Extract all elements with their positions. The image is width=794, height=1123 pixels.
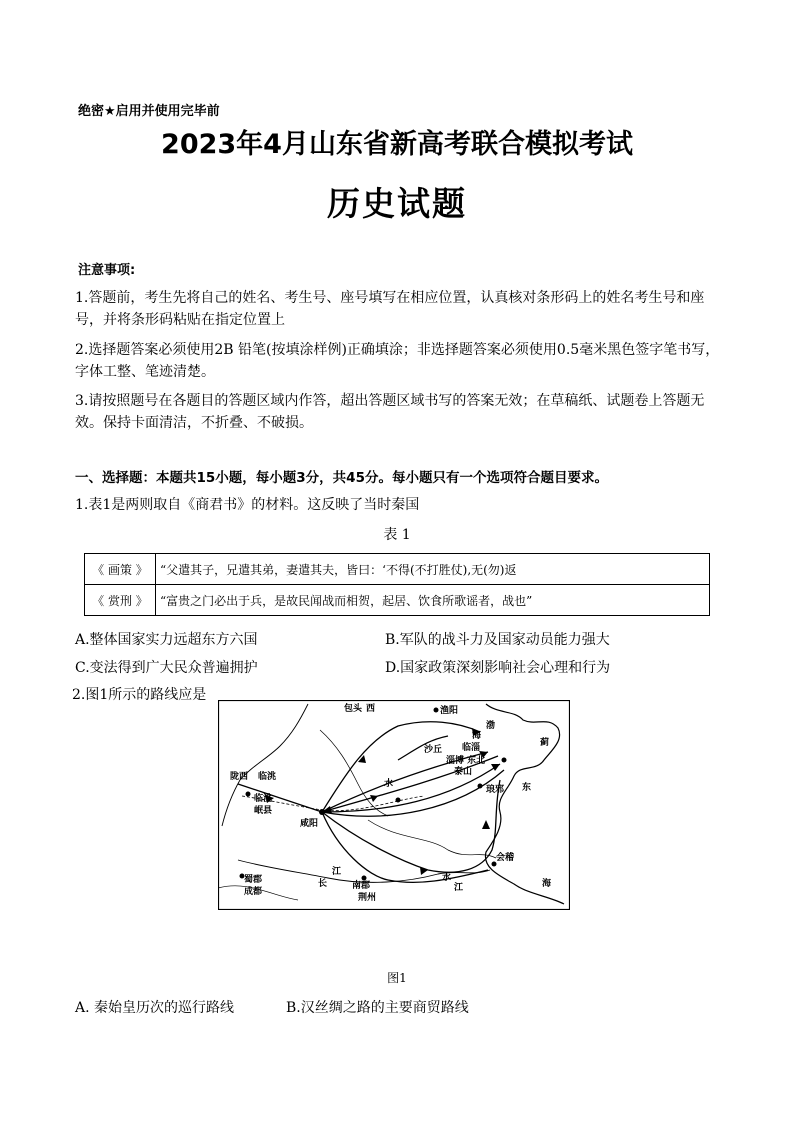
question-1-stem: 1.表1是两则取自《商君书》的材料。这反映了当时秦国 bbox=[75, 497, 420, 513]
table-cell-text: “富贵之门必出于兵，是故民闻战而相贺，起居、饮食所歌谣者，战也” bbox=[156, 585, 710, 616]
label-hai-1: 海 bbox=[472, 731, 482, 741]
label-lintao: 临洮 bbox=[258, 772, 277, 782]
label-langye: 琅邪 bbox=[486, 785, 505, 795]
label-taishan: 泰山 bbox=[454, 767, 473, 777]
label-shui-2: 水 bbox=[442, 873, 452, 883]
label-xi: 西 bbox=[366, 704, 376, 714]
label-xianyang: 咸阳 bbox=[300, 819, 319, 829]
exam-subject: 历史试题 bbox=[327, 184, 467, 223]
label-nanjun: 南郡 bbox=[352, 881, 371, 891]
notice-item-1: 1.答题前，考生先将自己的姓名、考生号、座号填写在相应位置，认真核对条形码上的姓名考生号和座号，并将条形码粘贴在指定位置上 bbox=[75, 290, 705, 328]
table-row bbox=[85, 554, 710, 585]
label-shui: 水 bbox=[384, 779, 394, 789]
q2-option-b: B.汉丝绸之路的主要商贸路线 bbox=[286, 1000, 469, 1016]
confidential-mark: 绝密★启用并使用完毕前 bbox=[78, 104, 220, 119]
label-longxi: 陇西 bbox=[230, 772, 249, 782]
exam-title: 2023年4月山东省新高考联合模拟考试 bbox=[161, 129, 633, 160]
map-frame bbox=[219, 701, 570, 910]
label-linzi: 临淄 bbox=[462, 743, 481, 753]
table-cell-text: “父遣其子，兄遣其弟，妻遣其夫，皆曰：‘不得(不打胜仗),无(勿)返 bbox=[156, 554, 710, 585]
table-cell-key: 《 画策 》 bbox=[85, 554, 156, 585]
label-jingzhou: 荆州 bbox=[358, 893, 377, 903]
label-jiang: 江 bbox=[332, 867, 342, 877]
question-1-table bbox=[84, 553, 710, 616]
table-cell-key: 《 赏刑 》 bbox=[85, 585, 156, 616]
label-shujun: 蜀郡 bbox=[244, 875, 263, 885]
notice-item-2: 2.选择题答案必须使用2B 铅笔(按填涂样例)正确填涂；非选择题答案必须使用0.5毫米黑色签字笔书写，字体工整、笔迹清楚。 bbox=[75, 342, 720, 380]
q1-option-b: B.军队的战斗力及国家动员能力强大 bbox=[385, 632, 610, 648]
section-heading: 一、选择题：本题共15小题，每小题3分，共45分。每小题只有一个选项符合题目要求。 bbox=[75, 470, 608, 486]
label-ji: 蓟 bbox=[540, 738, 550, 748]
q2-option-a: A. 秦始皇历次的巡行路线 bbox=[75, 1000, 235, 1016]
label-hai-2: 海 bbox=[542, 879, 552, 889]
label-zibo: 淄博 东北 bbox=[446, 756, 486, 766]
label-chang: 长 bbox=[318, 879, 328, 889]
table-caption: 表 1 bbox=[383, 527, 411, 543]
label-baotou: 包头 bbox=[344, 704, 363, 714]
notice-heading: 注意事项: bbox=[78, 263, 136, 278]
label-kuaiji: 会稽 bbox=[496, 853, 515, 863]
label-minxian: 岷县 bbox=[254, 806, 273, 816]
q1-option-a: A.整体国家实力远超东方六国 bbox=[75, 632, 258, 648]
question-2-stem: 2.图1所示的路线应是 bbox=[72, 687, 207, 703]
label-shaqiu: 沙丘 bbox=[424, 745, 443, 755]
notice-item-3: 3.请按照题号在各题目的答题区域内作答，超出答题区域书写的答案无效；在草稿纸、试题卷上答题无效。保持卡面清洁，不折叠、不破损。 bbox=[75, 393, 705, 431]
label-jiang-2: 江 bbox=[454, 883, 464, 893]
label-chengdu: 成都 bbox=[244, 887, 263, 897]
label-bo: 渤 bbox=[486, 721, 496, 731]
table-row bbox=[85, 585, 710, 616]
label-lintao-2: 临洮 bbox=[254, 794, 273, 804]
q1-option-d: D.国家政策深刻影响社会心理和行为 bbox=[385, 660, 611, 676]
label-yuyang: 渔阳 bbox=[440, 706, 459, 716]
q1-option-c: C.变法得到广大民众普遍拥护 bbox=[75, 660, 258, 676]
figure-caption: 图1 bbox=[387, 971, 407, 985]
route-map bbox=[218, 700, 570, 910]
label-dong: 东 bbox=[522, 783, 532, 793]
